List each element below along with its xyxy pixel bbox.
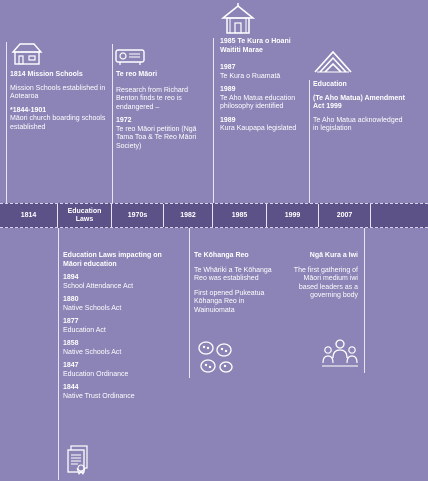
kohanga-whariki-text: Te Whāriki a Te Kōhanga Reo was established [194, 266, 272, 282]
timeline-label-1985: 1985 [213, 204, 267, 227]
education-law-item [63, 318, 181, 335]
group-people-icon [321, 338, 359, 373]
timeline-label-1982: 1982 [164, 204, 213, 227]
school-house-icon [10, 42, 44, 71]
law-name: Native Schools Act [63, 348, 122, 356]
education-amendment-heading: (Te Aho Matua) Amendment Act 1999 [313, 94, 405, 110]
marae-icon [221, 2, 255, 41]
law-name: School Attendance Act [63, 282, 134, 290]
kura-kaupapa-text: Kura Kaupapa legislated [220, 125, 297, 132]
nga-kura-a-iwi-text: The first gathering of Māori medium iwi based leaders as a governing body [293, 266, 358, 299]
law-name: Education Ordinance [63, 370, 129, 378]
connector-line-1982 [189, 228, 190, 378]
te-reo-research-text: Research from Richard Benton finds te reo is endangered – [116, 86, 188, 111]
timeline-bar [0, 203, 428, 228]
kura-year-1987: 1987 [220, 64, 236, 71]
kura-block [220, 38, 312, 134]
law-year: 1880 [63, 296, 79, 303]
connector-line-2007 [364, 228, 365, 373]
te-reo-petition-text: Te reo Māori petition (Ngā Tama Toa & Te Reo Māori Society) [116, 125, 197, 150]
te-reo-heading: Te reo Māori [116, 71, 158, 78]
education-law-item [63, 340, 181, 357]
education-amendment-block [313, 81, 409, 134]
law-year: 1858 [63, 340, 79, 347]
education-law-item [63, 274, 181, 291]
connector-line-1985 [213, 38, 214, 203]
education-law-item [63, 384, 181, 401]
connector-line-1970s [112, 44, 113, 203]
te-reo-block [116, 71, 208, 151]
projector-icon [114, 46, 148, 71]
mission-schools-block [10, 71, 106, 132]
education-laws-block [63, 252, 181, 401]
timeline-label-1999: 1999 [267, 204, 319, 227]
kura-heading: 1985 Te Kura o Hoani Waititi Marae [220, 38, 291, 54]
nga-kura-a-iwi-block [292, 252, 358, 301]
kohanga-reo-heading: Te Kōhanga Reo [194, 252, 249, 259]
education-heading: Education [313, 81, 347, 88]
mission-schools-heading: 1814 Mission Schools [10, 71, 83, 78]
kura-ruamata-text: Te Kura o Ruamatā [220, 72, 281, 80]
education-laws-heading: Education Laws impacting on Māori education [63, 252, 162, 268]
law-name: Native Trust Ordinance [63, 392, 135, 400]
law-year: 1894 [63, 274, 79, 281]
education-law-item [63, 296, 181, 313]
nga-kura-a-iwi-heading: Ngā Kura a Iwi [309, 252, 358, 259]
mission-schools-year: *1844-1901 [10, 106, 47, 114]
te-reo-year: 1972 [116, 117, 132, 124]
education-law-item [63, 362, 181, 379]
kohanga-pukeatua-text: First opened Pukeatua Kōhanga Reo in Wainuiomata [194, 289, 265, 314]
law-year: 1847 [63, 362, 79, 369]
connector-line-education-laws [58, 228, 59, 480]
education-amendment-text: Te Aho Matua acknowledged in legislation [313, 116, 403, 132]
document-icon [66, 444, 90, 481]
mission-schools-text: Mission Schools established in Aotearoa [10, 84, 106, 100]
connector-line-1814 [6, 42, 7, 203]
timeline-label-education-laws: Education Laws [58, 204, 112, 227]
timeline-label-2007: 2007 [319, 204, 371, 227]
kura-philosophy-text: Te Aho Matua education philosophy identified [220, 94, 296, 110]
timeline-label-1814: 1814 [0, 204, 58, 227]
law-year: 1844 [63, 384, 79, 391]
mission-boarding-text: Māori church boarding schools established [10, 115, 106, 131]
handprints-icon [196, 340, 236, 381]
kura-year-1989b: 1989 [220, 116, 236, 124]
timeline-label-1970s: 1970s [112, 204, 164, 227]
law-year: 1877 [63, 318, 79, 325]
kowhaiwhai-pattern-icon [313, 48, 353, 79]
law-name: Education Act [63, 326, 106, 334]
kohanga-reo-block [194, 252, 278, 315]
kura-year-1989a: 1989 [220, 86, 236, 93]
law-name: Native Schools Act [63, 304, 122, 312]
